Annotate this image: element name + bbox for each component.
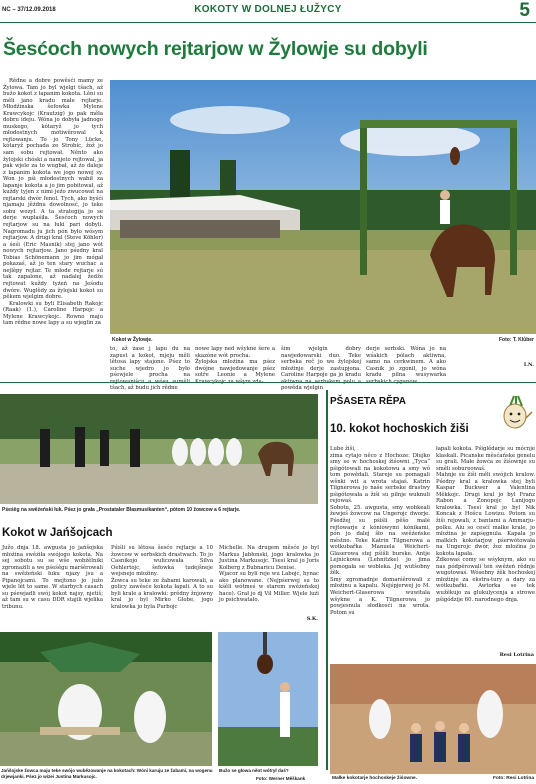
sidebar-section-title: PŠASETA RĚPA bbox=[330, 396, 406, 407]
children-photo-credit: Foto: Resi Lotrina bbox=[492, 776, 534, 781]
headline: Šesćoch nowych rejtarjow w Žylowje su dobyli bbox=[3, 38, 428, 60]
girls-photo bbox=[0, 632, 212, 766]
divider bbox=[0, 382, 536, 383]
parade-photo-image bbox=[0, 394, 318, 504]
rooster-photo bbox=[218, 632, 318, 766]
rooster-photo-credit: Foto: Werner Měškank bbox=[256, 776, 306, 781]
main-photo-caption: Kokot w Žylowje. bbox=[112, 337, 153, 343]
article2-col2: Pśiśli su lětosa šesćo rejtarje a 10 žowcow w serbskich drastwach. To jo Casnikojo wulicowała Silva Oehlertojc, šefowka tudejšneje wejsnejo młoźiny. Žowca su teke ze žabami karowali, a golicy zawěsće kokota łapali. A to su byli krale a kralowki: prědny žnjowny kral jo byl Mirko Globe, jogo kralowka jo byla Purbojc bbox=[111, 545, 213, 610]
turnip-mascot-drawing bbox=[496, 392, 534, 432]
children-photo-image bbox=[330, 664, 536, 774]
main-article-col3: nowe lapy ned wšykne šere a skazóne wót procha. Žylojska młoźina ma pśez dwójne nawjedowanje pśez sotře Leonie a Mylene bbox=[195, 346, 275, 379]
sidebar-article-title: 10. kokot hochoskich žiši bbox=[330, 423, 469, 435]
girls-photo-caption: Jańšojske žowca maju teke swójo wubězowanje na kokotach: Wóni karuju ze žabami, na wogenu drjewjanki. Pśez jo wizei Justina Markusojc. bbox=[1, 768, 213, 779]
article2-byline: S.K. bbox=[306, 616, 318, 622]
sidebar-byline: Resi Lotrina bbox=[499, 652, 534, 658]
parade-photo bbox=[0, 394, 318, 504]
turnip-mascot-icon bbox=[496, 392, 534, 432]
sidebar-rule bbox=[326, 390, 328, 770]
sidebar-col2: łapali kokota. Pśiglědarje su mócnje klaskali. Picanske měsćańske genelu su grali. Małe žowća ze žiśownje su směli sobureowaś. Mahnje su žiši měli swójich kralow. Pśedny kral a kralowka stej byli Kaspar Buckwer a Valentina Měkkojc. Drugi kral jo byl Franz Rabon a Zonopojc Lanijogo kralowka. Tsesi kral jo byl Nik Koncak z Hošcu Lowizu. Potom su žiši rejowali, z bantami a Ammarju-polku. Alu so cesćí małke krale, jo młoźina je zapśęgnula. Kapala jo malkich kokotarjow pśerwótowała na Ungerojc dwór, žoz młoźina jo kokota łapała. Ždkowaś comy se wśyknym, ako su nas pódpěrowali ten swěźeń rědnje wugotowaś. Wósebny žěk hochoskej młoźinje za ekstra-tury a dary za wótkubařki. Awtorka se tek wužěkujo za glukulycenja a strowe pśigódzije 60. narodnego dnja. bbox=[436, 446, 535, 603]
rooster-photo-caption: Bužo se głowa něnt wótrył daś? bbox=[219, 768, 289, 773]
sidebar-col1: Lube žiši, zima cytajo něco z Hochoze: Dłujko smy se w hochoskej žiśowni „Tyca“ pśigótowali na kokotowu a smy wó tom powědali. Stareje su pomagali wšnki wit a wrota stajaś. Katrin Tilgnerowa jo naše serbske drastwy pśigótowała a žiši su pilnje wuknuli rejowaś. Sobotu, 25. awgusta, smy wobkeali žewješ žowcow na Ungerojc dworje. Pśedžej su pśiśli pěšo malé rejtowarje z kóniowymi kónikami, pón jo dalej šło na swěźeńske městno. Teke Katrin Tilgnerowa a wotkubařka Manuela Weichert-Glaserowa stej pśišli burske. Antje Lejnickowa (Lehnitzke) jo jima pomogała se wobleka. Jej wutšobny žěk. Smy zgromadnje domarśěrowali z młoźinu a kapalu. Nejśpjerwej jo M. Weichert-Glaserowa wuwitala wšykne a K. Tilgnerowa jo powjesnula słodkosći na wrota. Potom su bbox=[330, 446, 430, 616]
main-article-col1 bbox=[3, 78, 103, 368]
section-title: KOKOTY W DOLNEJ ŁUŽYCY bbox=[194, 4, 342, 15]
children-photo bbox=[330, 664, 536, 774]
paragraph: Rědne a dobre powěsći mamy ze Žylowa. Tam jo byl wjelgi tšach, až bužo kokot z łapanim kokota. Lěni su měli jano kradu małe rejtarje. Młodźinska šefowka Mylene Krawcykojc (Krautzig) jo pak měła dobru ideju. Wóna jo dobyła jadnogo muskego, kótaryž jo tych młodostnych motiwěrowal k rejtowanju. To jo Tony Lücke, kótaryž pochada ze Strobic, žož jo sam sobu rejtował. Něnto ako žylojski chóski a namjeto rejtowal, ja pak wjele za to wugbał, až źo daleje z łapanim kokota we jogo nowej sy. Won jo pśi młodostnych wabił za łapanje kokota a jo jim pobitował, až kuždy tyjen z nimi jeźo zwucowat na rejtarski dwór fenol. Tych, ako byśći njamaju jěźdnu dowolnosć, jo teke sobu wozył. A ta strategija jo se derje wuplaśiła. Šesćoch nowych rejtarjow su na łuki pari dobyli. Nagromadu ju jich pón było wósym rejtarjow. A drugi kral (Steve Köhler) a śeśi (Eric Masnik) stej jano wót nowych rejtarjow. Jano pśedny kral Tobias Schönemann jo jim mógał pokazaś, až jo ten stary wuchac a nejlěpy rejtar. Te młode rejtarje sú tak zapalone, až nadalej žedže rejtowat kuždy tyźeń na Jeśodu dwóre. Wuglědy za žylojski kokot su pěkem wjelgim dobre. bbox=[3, 78, 103, 301]
main-article-col2: to, až zase j lapu du na zapust a kokot, mjeju měli lětosa lapy stajone. Pśez to suche wjedro jo było pśewjele procha na tšach, až budu jich rědne bbox=[110, 346, 190, 392]
main-article-col5: derje serbski. Wóna jo na wśakich pólach aktiwna, samo na cerkwinem. A ako Casnik jo zgonił, jo wóna kradu pilna wusywarka bbox=[366, 346, 446, 379]
page-number: 5 bbox=[519, 0, 530, 21]
rooster-photo-image bbox=[218, 632, 318, 766]
horse-rider-photo bbox=[110, 80, 536, 334]
main-photo-credit: Foto: T. Klůber bbox=[499, 337, 534, 343]
issue-number: NC – 37/12.09.2018 bbox=[2, 7, 56, 13]
girls-photo-image bbox=[0, 632, 212, 766]
main-article-byline: I.N. bbox=[523, 362, 534, 368]
article2-title: Kokot w Jańšojcach bbox=[2, 527, 113, 539]
main-photo bbox=[110, 80, 536, 334]
main-article-col4: šim wjelgin dobry nawjedowarski duo. Teke serbska reč jo we žylojskej młoźinje derje zastupjona. Caroline Harpoje ga jo kradu powěda wjelgin bbox=[281, 346, 361, 392]
children-photo-caption: Małke kokotarje hochoskeje žiśowne. bbox=[332, 776, 418, 781]
paragraph: Kralowki su byli Elisabeth Rakojc (Raak) (1.), Caroline Harpojc a Mylene Krawcykojc. Rowno maju tam rědne nowe lapy a su wjeglin za bbox=[3, 300, 103, 327]
parade-photo-caption: Pśeśěg na swěźeński łuk. Pśez jo grała „Prostataler Blasmusikanten“, pótom 10 žowcow a 6 rejtarje. bbox=[2, 507, 241, 513]
article2-col1: Južo dnja 18. awgusta jo jańšojska młoźina swěźiła swójogo kokota. Na sej sobotu su se wše wobźělniki zgromaźili a we pśeśěgu maršěrowali na swěźeński łuku njazy jsu a Pipanojcami. To mejtono jo južo wjele lět to same. W starbych casach su pśewjadli swój kokot najsy, njetiš; až tam su w casu DDR stajili wjelika tribunu. bbox=[2, 545, 103, 610]
article2-col3: Michelle. Na drugem měsće jo byl Markus Jabłonski, jogo kralowka jo Justina Markusojc. Tsesi kral jo Joris Kolberg z Bubnaricu Denise. Wjacor su byli reje wu Labojc, hynac ako planowane. (Nejpśerwej su to kśěli wótmeś w starem swěźeńskej hace). Grał jo dj Vil Miller. Wjele luźi jo psichwatało. bbox=[219, 545, 319, 604]
